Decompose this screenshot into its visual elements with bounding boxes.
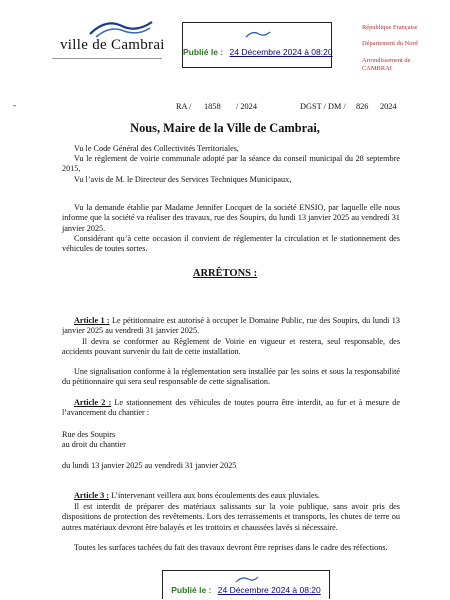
article-3-text: L’intervenant veillera aux bons écoulements des eaux pluviales. [109, 491, 320, 500]
article-2-label: Article 2 : [74, 398, 112, 407]
article-3-surfaces: Toutes les surfaces tachées du fait des travaux devront être reprises dans le cadre des réfections. [74, 543, 388, 552]
logo-divider [52, 58, 162, 59]
visa-voirie: Vu le règlement de voirie communale adopté par la séance du conseil municipal du 28 septembre 2015, [62, 154, 400, 174]
ref-dept-number: 826 [356, 102, 369, 111]
article-2-location: Rue des Soupirs [62, 430, 116, 439]
decree-title: Nous, Maire de la Ville de Cambrai, [130, 121, 320, 135]
preamble-demande: Vu la demande établie par Madame Jennifer Locquet de la société ENSIO, par laquelle elle nous informe que la société va réaliser des travaux, rue des Soupirs, du lundi 13 janvier 2025 au vendredi 31 janvier 2025. [62, 203, 400, 233]
preamble-considerant: Considérant qu’à cette occasion il convient de réglementer la circulation et le stationnement des véhicules de toutes sortes. [62, 234, 400, 254]
visa-cgct: Vu le Code Général des Collectivités Territoriales, [74, 144, 239, 153]
article-1-text: Le pétitionnaire est autorisé à occuper le Domaine Public, rue des Soupirs, du lundi 13 janvier 2025 au vendredi 31 janvier 2025. [62, 316, 400, 336]
article-1-conformity: Il devra se conformer au Règlement de Voirie en vigueur et restera, seul responsable, des accidents pouvant survenir du fait de cette installation. [62, 337, 400, 357]
margin-dash: - [13, 100, 16, 110]
stamp-label: Publié le : [183, 47, 224, 57]
ref-ra: RA / [176, 102, 192, 111]
ref-number: 1858 [204, 102, 221, 111]
article-3-paragraph [62, 491, 400, 501]
article-1-paragraph [62, 316, 400, 337]
article-3-label: Article 3 : [74, 491, 110, 500]
article-1-signalisation: Une signalisation conforme à la réglementation sera installée par les soins et sous la responsabilité du pétitionnaire qui sera seul responsable de cette signalisation. [62, 367, 400, 387]
arretons-heading: ARRÊTONS : [192, 268, 258, 279]
article-3-materials: Il est interdit de préparer des matériaux salissants sur la voie publique, sans avoir pris des dispositions de protection des revêtements. Lors des terrassements et transports, les chutes de terre ou autres matériaux devront être balayés et les trottoirs et chaussées lavés si nécessaire. [62, 502, 400, 532]
ref-year: / 2024 [236, 102, 257, 111]
stamp-logo-icon [235, 575, 259, 584]
region-republic: République Française [362, 24, 418, 31]
article-2-period: du lundi 13 janvier 2025 au vendredi 31 janvier 2025 [62, 461, 237, 470]
region-department: Département du Nord [362, 40, 418, 47]
ref-dept-year: 2024 [380, 102, 397, 111]
article-2-paragraph [62, 398, 400, 419]
article-2-location-detail: au droit du chantier [62, 440, 126, 449]
article-2-text: Le stationnement des véhicules de toutes pourra être interdit, au fur et à mesure de l’avancement du chantier : [62, 398, 400, 418]
region-arrondissement: Arrondissement de CAMBRAI [362, 57, 411, 72]
visa-avis: Vu l’avis de M. le Directeur des Services Techniques Municipaux, [74, 175, 292, 184]
footer-publication-stamp [162, 570, 330, 599]
city-logo-icon [86, 16, 156, 38]
footer-stamp-date: 24 Décembre 2024 à 08:20 [217, 585, 321, 595]
stamp-logo-icon [245, 29, 271, 39]
city-logo-text: ville de Cambrai [60, 37, 165, 53]
stamp-date: 24 Décembre 2024 à 08:20 [229, 47, 333, 57]
article-1-label: Article 1 : [74, 316, 110, 325]
publication-stamp [182, 22, 332, 68]
ref-dept: DGST / DM / [300, 102, 346, 111]
footer-stamp-label: Publié le : [171, 585, 212, 595]
